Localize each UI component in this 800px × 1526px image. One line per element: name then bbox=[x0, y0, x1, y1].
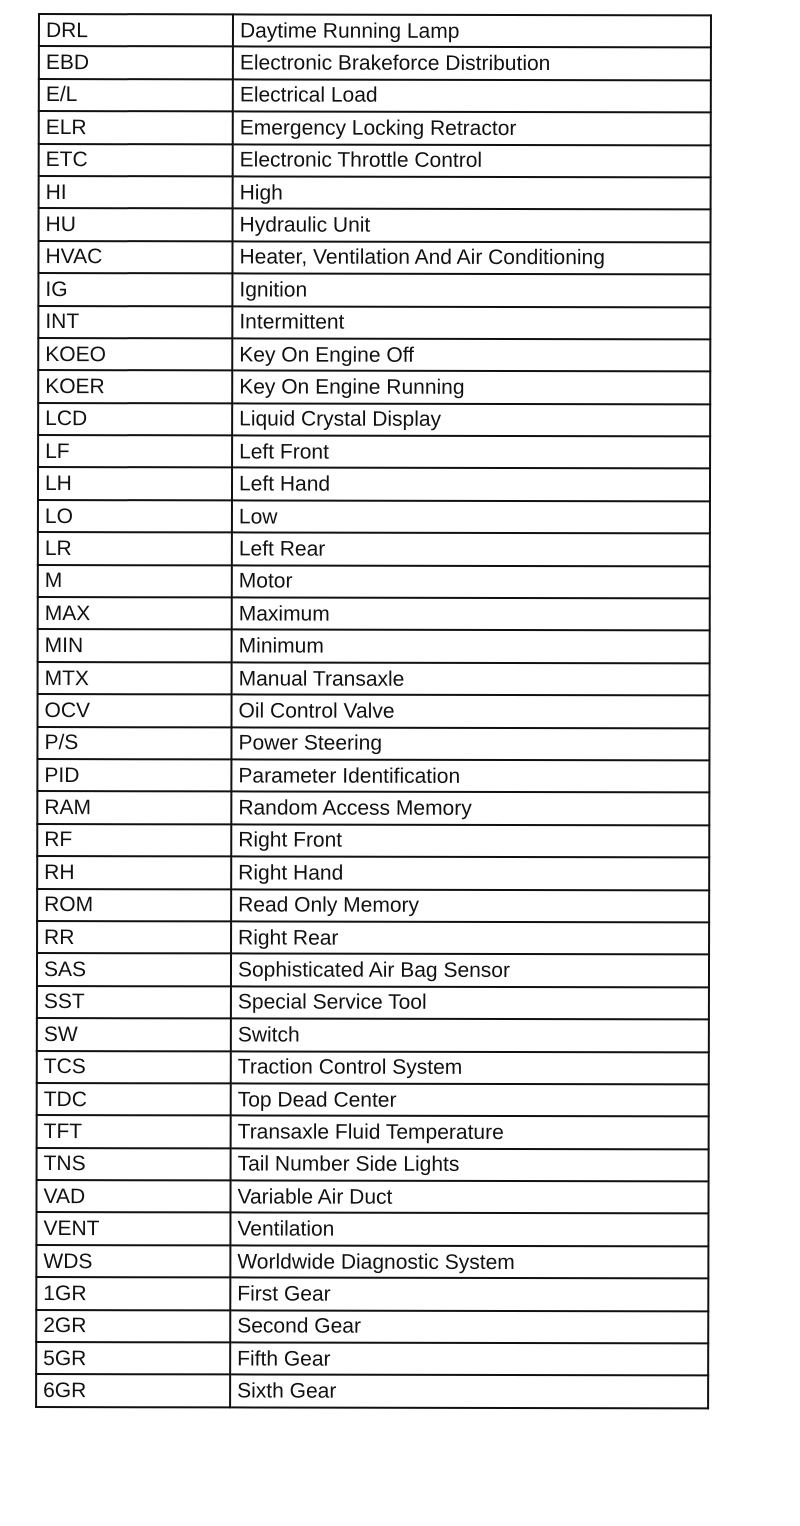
abbreviation-cell: MAX bbox=[38, 597, 232, 630]
meaning-cell: Worldwide Diagnostic System bbox=[230, 1245, 708, 1278]
abbreviation-row bbox=[38, 403, 710, 437]
abbreviation-cell: IG bbox=[38, 273, 232, 306]
abbreviation-cell: HI bbox=[39, 176, 233, 209]
abbreviation-cell: KOEO bbox=[38, 338, 232, 371]
abbreviation-cell: ELR bbox=[39, 111, 233, 144]
meaning-cell: Read Only Memory bbox=[231, 889, 709, 922]
abbreviation-row bbox=[37, 953, 709, 987]
meaning-cell: Low bbox=[232, 500, 710, 533]
meaning-cell: Oil Control Valve bbox=[232, 695, 710, 728]
abbreviation-cell: P/S bbox=[37, 727, 231, 760]
meaning-cell: Transaxle Fluid Temperature bbox=[231, 1116, 709, 1149]
abbreviation-row bbox=[39, 144, 711, 178]
abbreviation-row bbox=[38, 306, 710, 340]
meaning-cell: Top Dead Center bbox=[231, 1083, 709, 1116]
abbreviation-row bbox=[37, 921, 709, 955]
abbreviation-row bbox=[38, 694, 710, 728]
abbreviation-row bbox=[38, 241, 710, 275]
abbreviation-cell: RH bbox=[37, 856, 231, 889]
abbreviation-cell: HVAC bbox=[38, 241, 232, 274]
meaning-cell: Right Front bbox=[231, 824, 709, 857]
meaning-cell: Sophisticated Air Bag Sensor bbox=[231, 954, 709, 987]
meaning-cell: Left Hand bbox=[232, 468, 710, 501]
abbreviation-row bbox=[37, 1018, 709, 1052]
abbreviation-cell: INT bbox=[38, 306, 232, 339]
meaning-cell: Special Service Tool bbox=[231, 986, 709, 1019]
abbreviation-row bbox=[36, 1180, 708, 1214]
meaning-cell: Switch bbox=[231, 1019, 709, 1052]
abbreviation-table-body bbox=[36, 14, 711, 1408]
abbreviation-row bbox=[37, 1115, 709, 1149]
abbreviation-row bbox=[39, 111, 711, 145]
meaning-cell: Key On Engine Off bbox=[232, 338, 710, 371]
meaning-cell: Key On Engine Running bbox=[232, 371, 710, 404]
meaning-cell: Fifth Gear bbox=[230, 1342, 708, 1375]
abbreviation-cell: RF bbox=[37, 824, 231, 857]
abbreviation-cell: E/L bbox=[39, 79, 233, 112]
abbreviation-row bbox=[36, 1212, 708, 1246]
abbreviation-row bbox=[39, 176, 711, 210]
meaning-cell: Motor bbox=[232, 565, 710, 598]
abbreviation-cell: 6GR bbox=[36, 1374, 230, 1407]
meaning-cell: Parameter Identification bbox=[231, 759, 709, 792]
abbreviation-row bbox=[37, 824, 709, 858]
abbreviation-cell: 5GR bbox=[36, 1342, 230, 1375]
abbreviation-cell: SAS bbox=[37, 953, 231, 986]
meaning-cell: Manual Transaxle bbox=[232, 662, 710, 695]
abbreviation-row bbox=[36, 1245, 708, 1279]
abbreviation-row bbox=[37, 856, 709, 890]
meaning-cell: Electronic Brakeforce Distribution bbox=[233, 47, 711, 80]
abbreviation-cell: MTX bbox=[38, 662, 232, 695]
meaning-cell: Random Access Memory bbox=[231, 792, 709, 825]
abbreviation-row bbox=[39, 208, 711, 242]
abbreviation-cell: OCV bbox=[38, 694, 232, 727]
abbreviation-cell: VAD bbox=[36, 1180, 230, 1213]
abbreviation-cell: LCD bbox=[38, 403, 232, 436]
abbreviation-row bbox=[39, 46, 711, 80]
abbreviation-row bbox=[37, 759, 709, 793]
meaning-cell: Maximum bbox=[232, 597, 710, 630]
abbreviation-row bbox=[38, 629, 710, 663]
meaning-cell: Tail Number Side Lights bbox=[231, 1148, 709, 1181]
abbreviation-row bbox=[37, 1083, 709, 1117]
abbreviation-row bbox=[39, 14, 711, 48]
abbreviation-cell: EBD bbox=[39, 46, 233, 79]
meaning-cell: Daytime Running Lamp bbox=[233, 14, 711, 47]
meaning-cell: Left Front bbox=[232, 435, 710, 468]
abbreviation-cell: ETC bbox=[39, 144, 233, 177]
abbreviation-row bbox=[37, 1148, 709, 1182]
abbreviation-row bbox=[38, 370, 710, 404]
abbreviation-cell: LH bbox=[38, 467, 232, 500]
meaning-cell: Second Gear bbox=[230, 1310, 708, 1343]
abbreviation-cell: KOER bbox=[38, 370, 232, 403]
meaning-cell: Variable Air Duct bbox=[230, 1180, 708, 1213]
meaning-cell: Electrical Load bbox=[233, 79, 711, 112]
meaning-cell: Minimum bbox=[232, 630, 710, 663]
abbreviation-cell: LR bbox=[38, 532, 232, 565]
abbreviation-row bbox=[38, 273, 710, 307]
meaning-cell: Ventilation bbox=[230, 1213, 708, 1246]
abbreviation-cell: SW bbox=[37, 1018, 231, 1051]
abbreviation-row bbox=[38, 338, 710, 372]
abbreviation-row bbox=[36, 1374, 708, 1408]
abbreviation-row bbox=[38, 467, 710, 501]
abbreviation-cell: PID bbox=[37, 759, 231, 792]
abbreviation-table bbox=[35, 13, 712, 1409]
abbreviation-row bbox=[38, 662, 710, 696]
abbreviation-cell: VENT bbox=[36, 1212, 230, 1245]
abbreviation-row bbox=[39, 79, 711, 113]
meaning-cell: Left Rear bbox=[232, 533, 710, 566]
meaning-cell: Heater, Ventilation And Air Conditioning bbox=[232, 241, 710, 274]
meaning-cell: Intermittent bbox=[232, 306, 710, 339]
abbreviation-cell: LO bbox=[38, 500, 232, 533]
abbreviation-row bbox=[37, 727, 709, 761]
abbreviation-cell: SST bbox=[37, 986, 231, 1019]
abbreviation-row bbox=[36, 1277, 708, 1311]
abbreviation-cell: MIN bbox=[38, 629, 232, 662]
meaning-cell: Right Rear bbox=[231, 921, 709, 954]
abbreviation-cell: WDS bbox=[36, 1245, 230, 1278]
meaning-cell: Hydraulic Unit bbox=[233, 209, 711, 242]
meaning-cell: Emergency Locking Retractor bbox=[233, 112, 711, 145]
abbreviation-row bbox=[37, 986, 709, 1020]
abbreviation-row bbox=[38, 532, 710, 566]
abbreviation-cell: RR bbox=[37, 921, 231, 954]
meaning-cell: High bbox=[233, 176, 711, 209]
abbreviation-cell: ROM bbox=[37, 889, 231, 922]
abbreviation-row bbox=[36, 1310, 708, 1344]
meaning-cell: First Gear bbox=[230, 1278, 708, 1311]
meaning-cell: Ignition bbox=[232, 274, 710, 307]
abbreviation-row bbox=[38, 435, 710, 469]
abbreviation-cell: 2GR bbox=[36, 1310, 230, 1343]
abbreviation-cell: RAM bbox=[37, 791, 231, 824]
meaning-cell: Power Steering bbox=[231, 727, 709, 760]
abbreviation-row bbox=[37, 1050, 709, 1084]
abbreviation-row bbox=[36, 1342, 708, 1376]
abbreviation-row bbox=[38, 565, 710, 599]
abbreviation-cell: HU bbox=[39, 208, 233, 241]
abbreviation-row bbox=[38, 500, 710, 534]
abbreviation-cell: LF bbox=[38, 435, 232, 468]
abbreviation-row bbox=[37, 791, 709, 825]
abbreviation-row bbox=[38, 597, 710, 631]
abbreviation-row bbox=[37, 889, 709, 923]
abbreviation-cell: TNS bbox=[37, 1148, 231, 1181]
meaning-cell: Sixth Gear bbox=[230, 1375, 708, 1408]
abbreviation-cell: M bbox=[38, 565, 232, 598]
abbreviation-cell: 1GR bbox=[36, 1277, 230, 1310]
abbreviation-cell: TDC bbox=[37, 1083, 231, 1116]
meaning-cell: Liquid Crystal Display bbox=[232, 403, 710, 436]
abbreviation-cell: TCS bbox=[37, 1050, 231, 1083]
abbreviation-cell: DRL bbox=[39, 14, 233, 47]
meaning-cell: Traction Control System bbox=[231, 1051, 709, 1084]
abbreviation-cell: TFT bbox=[37, 1115, 231, 1148]
meaning-cell: Electronic Throttle Control bbox=[233, 144, 711, 177]
meaning-cell: Right Hand bbox=[231, 857, 709, 890]
